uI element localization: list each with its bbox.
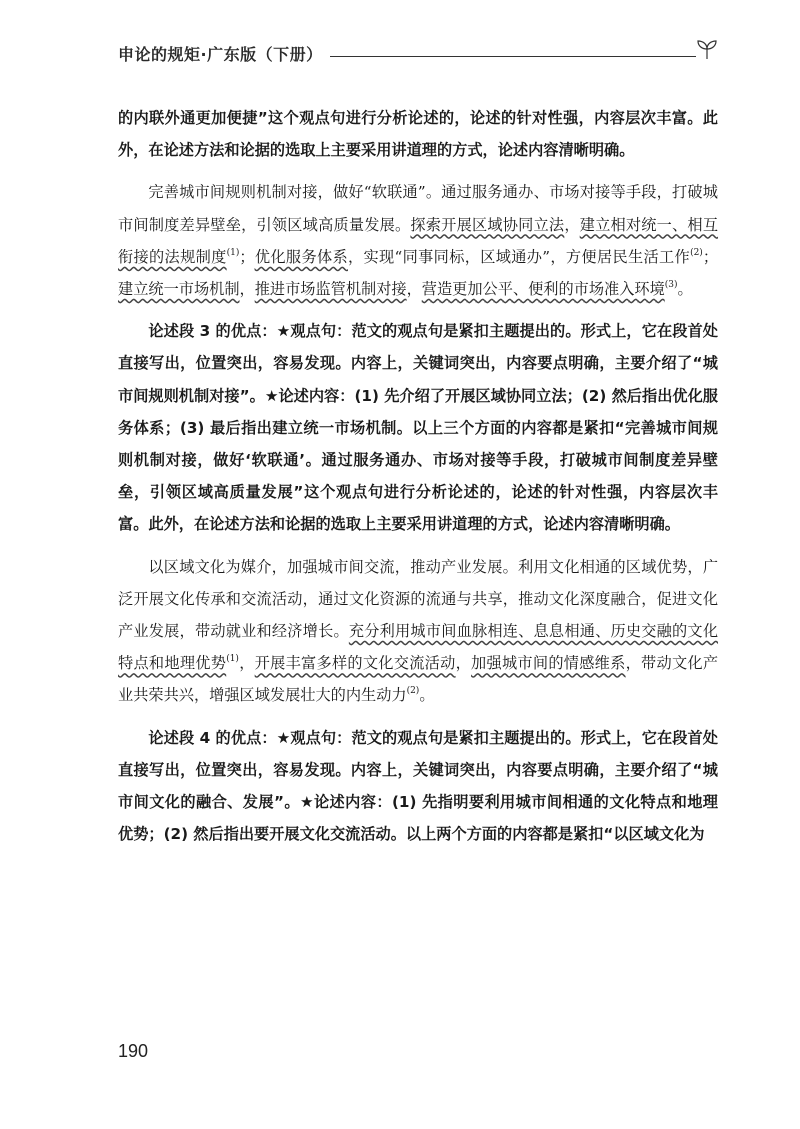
underlined-phrase: 建立统一市场机制 bbox=[118, 280, 240, 299]
sprout-icon bbox=[696, 38, 718, 60]
underlined-phrase: 加强城市间的情感维系 bbox=[471, 654, 626, 673]
underlined-phrase: 推进市场监管机制对接 bbox=[254, 280, 407, 299]
footnote-marker: (3) bbox=[664, 280, 678, 291]
analysis-paragraph-4: 论述段 4 的优点：★观点句：范文的观点句是紧扣主题提出的。形式上，它在段首处直接写出，位置突出，容易发现。内容上，关键词突出，内容要点明确，主要介绍了“城市间文化的融合、发展”。★论述内容：(1) 先指明要利用城市间相通的文化特点和地理优势；(2) 然后指出要开展文化交流活动。以上两个方面的内容都是紧扣“以区域文化为 bbox=[118, 728, 718, 844]
footnote-marker: (1) bbox=[226, 654, 239, 665]
header-title: 申论的规矩·广东版（下册） bbox=[118, 45, 323, 64]
underlined-phrase: 探索开展区域协同立法 bbox=[410, 215, 565, 234]
footnote-marker: (2) bbox=[406, 686, 420, 697]
footnote-marker: (2) bbox=[690, 247, 703, 258]
underlined-phrase: 充分利用城市间血脉相连、息息相通、历史交融的文化特点和地理优势 bbox=[118, 622, 719, 673]
underlined-phrase: 营造更加公平、便利的市场准入环境 bbox=[421, 280, 665, 299]
header-rule bbox=[330, 56, 696, 57]
page-number: 190 bbox=[118, 1041, 149, 1061]
underlined-phrase: 优化服务体系 bbox=[254, 247, 348, 266]
analysis-paragraph-3: 论述段 3 的优点：★观点句：范文的观点句是紧扣主题提出的。形式上，它在段首处直接写出，位置突出，容易发现。内容上，关键词突出，内容要点明确，主要介绍了“城市间规则机制对接”。★论述内容：(1) 先介绍了开展区域协同立法；(2) 然后指出优化服务体系；(3) 最后指出建立统一市场机制。以上三个方面的内容都是紧扣“完善城市间规则机制对接，做好‘软联通’。通过服务通办、市场对接等手段，打破城市间制度差异壁垒，引领区域高质量发展”这个观点句进行分析论述的，论述的针对性强，内容层次丰富。此外，在论述方法和论据的选取上主要采用讲道理的方式，论述内容清晰明确。 bbox=[118, 322, 718, 534]
footnote-marker: (1) bbox=[226, 247, 240, 258]
essay-paragraph-4: 以区域文化为媒介，加强城市间交流，推动产业发展。利用文化相通的区域优势，广泛开展文化传承和交流活动，通过文化资源的流通与共享，推动文化深度融合，促进文化产业发展，带动就业和经济增长。充分利用城市间血脉相连、息息相通、历史交融的文化特点和地理优势$^{(1)}$，开展丰富多样的文化交流活动，加强城市间的情感维系，带动文化产业共荣共兴，增强区域发展壮大的内生动力$^{(2)}$。 bbox=[118, 557, 719, 705]
essay-paragraph-3: 完善城市间规则机制对接，做好“软联通”。通过服务通办、市场对接等手段，打破城市间制度差异壁垒，引领区域高质量发展。探索开展区域协同立法，建立相对统一、相互衔接的法规制度$^{(1)}$；优化服务体系，实现“同事同标，区域通办”，方便居民生活工作$^{(2)}$；建立统一市场机制，推进市场监管机制对接，营造更加公平、便利的市场准入环境$^{(3)}$。 bbox=[118, 183, 719, 299]
analysis-paragraph-continued: 的内联外通更加便捷”这个观点句进行分析论述的，论述的针对性强，内容层次丰富。此外，在论述方法和论据的选取上主要采用讲道理的方式，论述内容清晰明确。 bbox=[118, 109, 718, 160]
running-header bbox=[118, 40, 718, 74]
underlined-phrase: 建立相对统一、相互衔接的法规制度 bbox=[118, 215, 719, 266]
page-body bbox=[118, 102, 718, 850]
underlined-phrase: 开展丰富多样的文化交流活动 bbox=[254, 654, 456, 673]
